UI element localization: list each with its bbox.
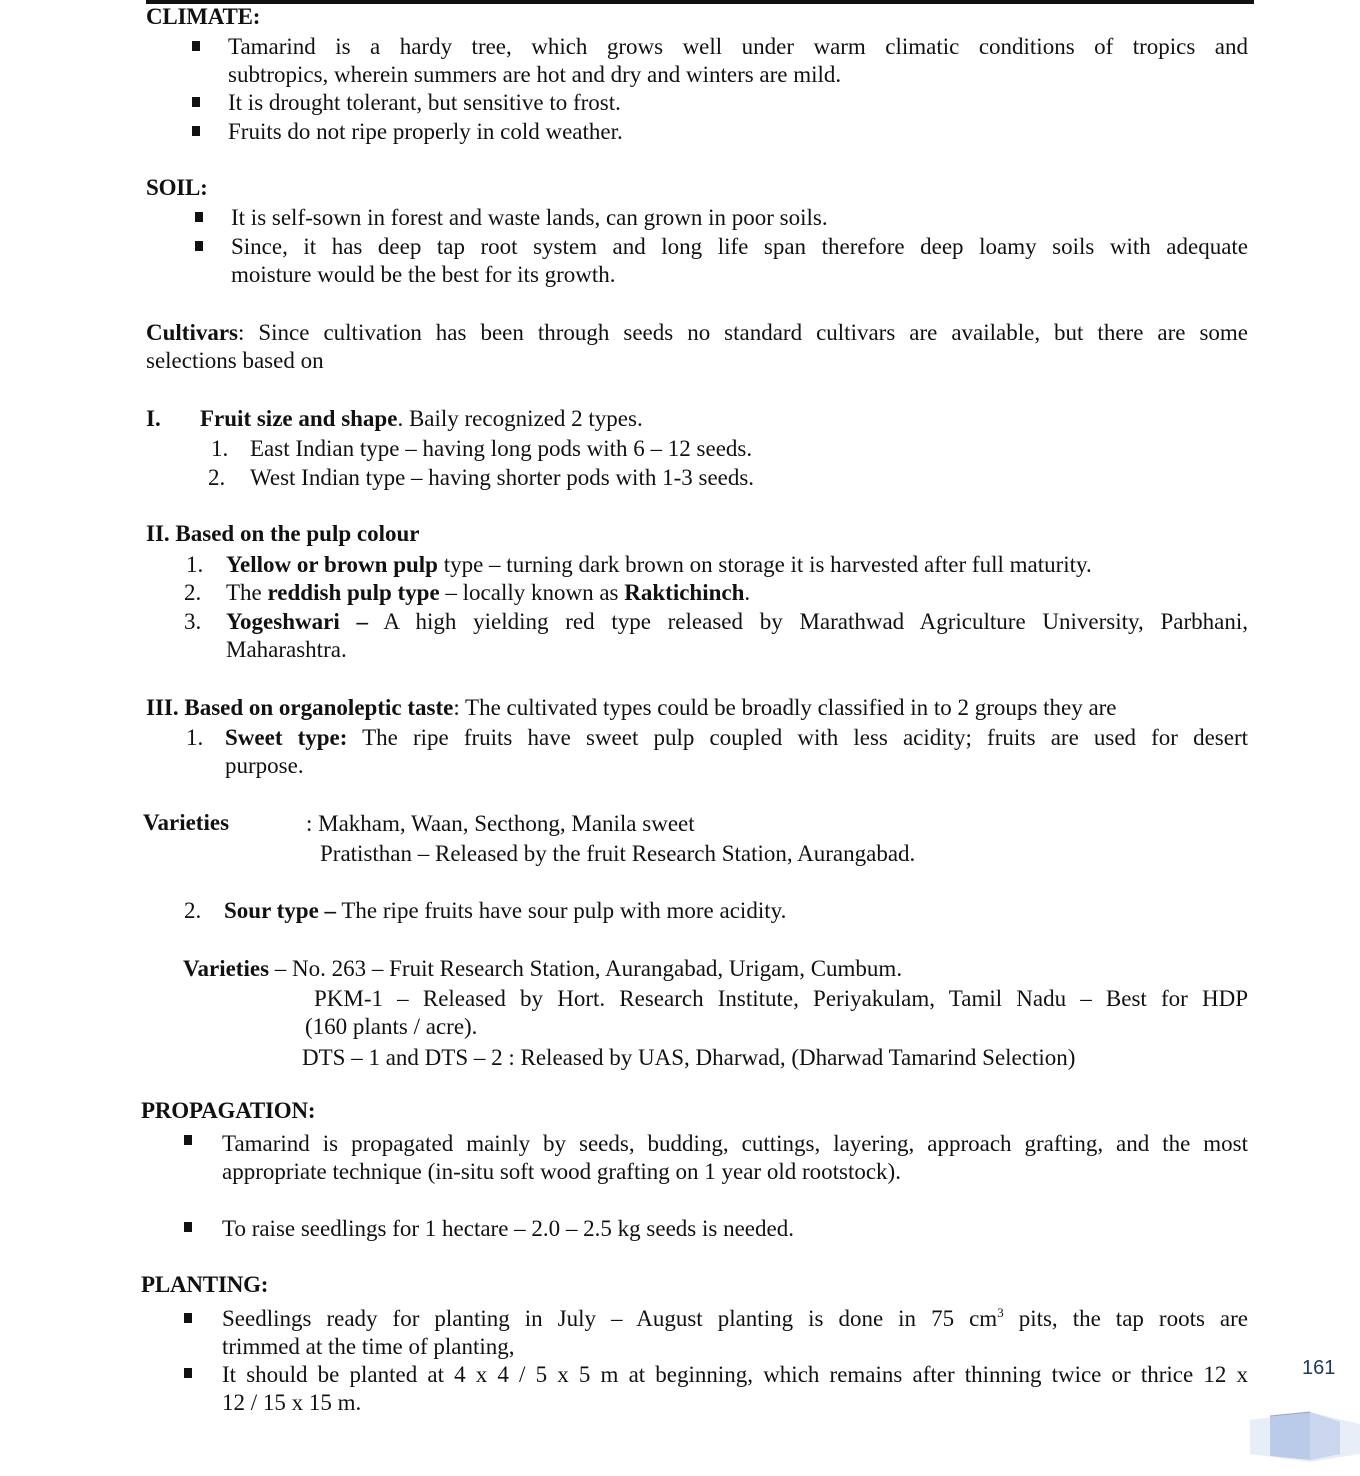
sour-type-bold: Sour type – (224, 898, 337, 923)
section-i-numeral: I. (146, 406, 161, 431)
bullet-icon (192, 97, 200, 107)
section-ii-item-3-line-1 (226, 608, 1248, 636)
section-iii-title: III. Based on organoleptic taste (146, 695, 454, 720)
section-ii-item-1-text: type – turning dark brown on storage it is harvested after full maturity. (437, 552, 1092, 577)
sweet-type-num: 1. (186, 725, 204, 750)
section-iii-rest: : The cultivated types could be broadly classified in to 2 groups they are (453, 695, 1117, 720)
sour-varieties-line-4: DTS – 1 and DTS – 2 : Released by UAS, Dharwad, (Dharwad Tamarind Selection) (302, 1045, 1076, 1070)
bullet-icon (192, 41, 200, 51)
soil-bullet-1: It is self-sown in forest and waste lands, can grown in poor soils. (231, 205, 828, 230)
section-i-item-1: East Indian type – having long pods with 6 – 12 seeds. (250, 436, 753, 461)
section-i-title: Fruit size and shape (200, 406, 398, 431)
section-ii-item-2-text: – locally known as (439, 580, 625, 605)
superscript-3: 3 (997, 1305, 1004, 1320)
cultivars-line-1 (146, 319, 1248, 347)
sour-varieties-text: – No. 263 – Fruit Research Station, Aurangabad, Urigam, Cumbum. (269, 956, 903, 981)
climate-bullet-1-line-1: Tamarind is a hardy tree, which grows well under warm climatic conditions of tropics and (228, 34, 1248, 59)
bullet-icon (184, 1135, 192, 1145)
bullet-icon (195, 241, 203, 251)
soil-heading: SOIL: (146, 175, 208, 200)
sour-type (224, 897, 786, 925)
sour-varieties-label: Varieties (183, 956, 270, 981)
section-i-item-2: West Indian type – having shorter pods with 1-3 seeds. (250, 465, 755, 490)
climate-bullet-2: It is drought tolerant, but sensitive to frost. (228, 90, 621, 115)
page-number: 161 (1302, 1357, 1336, 1379)
section-ii-item-1 (226, 551, 1092, 579)
sour-varieties-line-3: (160 plants / acre). (305, 1014, 478, 1039)
section-ii-title: II. Based on the pulp colour (146, 521, 420, 546)
section-i-heading (200, 405, 643, 433)
planting-bullet-2-line-2: 12 / 15 x 15 m. (222, 1390, 362, 1415)
sour-type-num: 2. (184, 898, 202, 923)
planting-bullet-2-line-1: It should be planted at 4 x 4 / 5 x 5 m at beginning, which remains after thinning twice or thrice 12 x (222, 1362, 1248, 1387)
page-tab-icon (1250, 1410, 1360, 1462)
sweet-type-line-1 (225, 724, 1248, 752)
propagation-heading: PROPAGATION: (141, 1098, 316, 1123)
cultivars-line-2: selections based on (146, 348, 324, 373)
sweet-type-line-2: purpose. (225, 753, 304, 778)
sweet-varieties-line-2: Pratisthan – Released by the fruit Research Station, Aurangabad. (320, 841, 916, 866)
sour-varieties-line-1 (183, 955, 902, 983)
sweet-varieties-line-1: : Makham, Waan, Secthong, Manila sweet (306, 811, 695, 836)
climate-heading: CLIMATE: (146, 4, 261, 29)
section-i-item-1-num: 1. (211, 436, 229, 461)
section-ii-item-2-bold: reddish pulp type (267, 580, 440, 605)
soil-bullet-2-line-1: Since, it has deep tap root system and long life span therefore deep loamy soils with adequate (231, 234, 1248, 259)
bullet-icon (184, 1368, 192, 1378)
section-i-rest: . Baily recognized 2 types. (397, 406, 643, 431)
section-ii-item-3-line-2: Maharashtra. (226, 637, 347, 662)
propagation-bullet-1-line-1: Tamarind is propagated mainly by seeds, budding, cuttings, layering, approach grafting, and the most (222, 1131, 1248, 1156)
section-ii-item-2 (226, 579, 750, 607)
climate-bullet-3: Fruits do not ripe properly in cold weather. (228, 119, 623, 144)
section-i-item-2-num: 2. (208, 465, 226, 490)
section-ii-item-2-pre: The (226, 580, 268, 605)
bullet-icon (184, 1222, 192, 1232)
planting-bullet-1-text-a: Seedlings ready for planting in July – August planting is done in 75 cm (222, 1306, 998, 1331)
section-ii-item-1-bold: Yellow or brown pulp (226, 552, 438, 577)
planting-heading: PLANTING: (141, 1272, 269, 1297)
section-ii-item-3-text: A high yielding red type released by Marathwad Agriculture University, Parbhani, (367, 609, 1248, 634)
section-ii-item-3-bold: Yogeshwari – (226, 609, 368, 634)
planting-bullet-1-line-2: trimmed at the time of planting, (222, 1334, 515, 1359)
planting-bullet-1-text-b: pits, the tap roots are (1003, 1306, 1248, 1331)
cultivars-text: : Since cultivation has been through seeds no standard cultivars are available, but there are some (238, 320, 1248, 345)
section-ii-item-3-num: 3. (184, 609, 202, 634)
section-ii-item-2-post: . (744, 580, 751, 605)
soil-bullet-2-line-2: moisture would be the best for its growth. (231, 262, 616, 287)
bullet-icon (195, 212, 203, 222)
top-rule (146, 0, 1254, 4)
sour-varieties-line-2: PKM-1 – Released by Hort. Research Institute, Periyakulam, Tamil Nadu – Best for HDP (314, 986, 1248, 1011)
bullet-icon (192, 126, 200, 136)
sweet-type-text: The ripe fruits have sweet pulp coupled with less acidity; fruits are used for desert (347, 725, 1248, 750)
climate-bullet-1-line-2: subtropics, wherein summers are hot and dry and winters are mild. (228, 62, 842, 87)
planting-bullet-1-line-1 (222, 1305, 1248, 1333)
propagation-bullet-2: To raise seedlings for 1 hectare – 2.0 – 2.5 kg seeds is needed. (222, 1216, 794, 1241)
section-iii-heading (146, 694, 1117, 722)
section-ii-item-2-num: 2. (184, 580, 202, 605)
propagation-bullet-1-line-2: appropriate technique (in-situ soft wood grafting on 1 year old rootstock). (222, 1159, 901, 1184)
section-ii-item-2-bold2: Raktichinch (624, 580, 745, 605)
cultivars-label: Cultivars (146, 320, 238, 345)
bullet-icon (184, 1313, 192, 1323)
section-ii-item-1-num: 1. (186, 552, 204, 577)
sour-type-text: The ripe fruits have sour pulp with more acidity. (336, 898, 787, 923)
sweet-varieties-label: Varieties (143, 810, 230, 835)
sweet-type-bold: Sweet type: (225, 725, 348, 750)
